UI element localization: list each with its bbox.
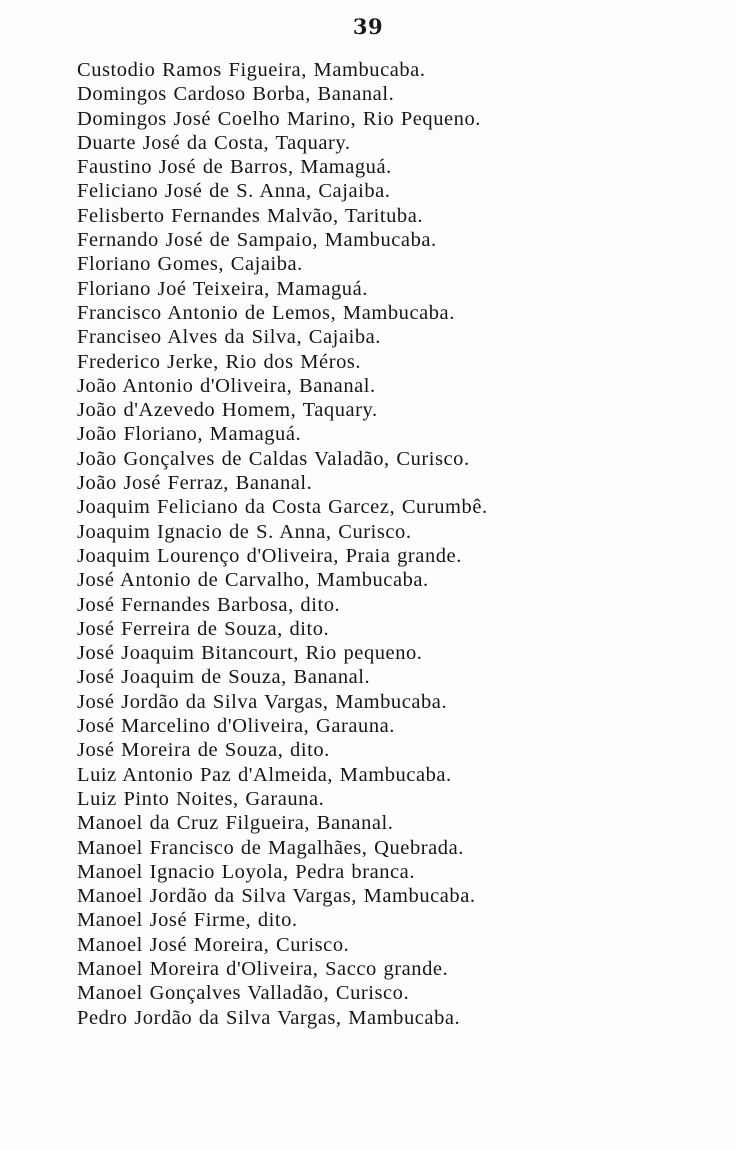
list-item: Joaquim Lourenço d'Oliveira, Praia grande. — [77, 544, 462, 567]
list-item: José Moreira de Souza, dito. — [77, 739, 330, 762]
list-item: Manoel da Cruz Filgueira, Bananal. — [77, 812, 394, 835]
list-item: Franciseo Alves da Silva, Cajaiba. — [77, 326, 381, 349]
list-item: João José Ferraz, Bananal. — [77, 472, 313, 495]
list-item: João Floriano, Mamaguá. — [77, 423, 302, 446]
list-item: Manoel Francisco de Magalhães, Quebrada. — [77, 836, 464, 859]
list-item: José Fernandes Barbosa, dito. — [77, 593, 341, 616]
list-item: Manoel Jordão da Silva Vargas, Mambucaba. — [77, 885, 476, 908]
list-item: Manoel Ignacio Loyola, Pedra branca. — [77, 860, 416, 883]
list-item: José Marcelino d'Oliveira, Garauna. — [77, 715, 395, 738]
list-item: Manoel José Moreira, Curisco. — [77, 933, 350, 956]
list-item: Manoel José Firme, dito. — [77, 909, 298, 932]
list-item: Luiz Antonio Paz d'Almeida, Mambucaba. — [77, 763, 452, 786]
list-item: Felisberto Fernandes Malvão, Tarituba. — [77, 204, 424, 227]
list-item: Custodio Ramos Figueira, Mambucaba. — [77, 59, 426, 81]
list-item: Francisco Antonio de Lemos, Mambucaba. — [77, 301, 455, 324]
name-list — [77, 58, 727, 1030]
list-item: Frederico Jerke, Rio dos Méros. — [77, 350, 362, 373]
list-item: José Joaquim Bitancourt, Rio pequeno. — [77, 642, 423, 665]
list-item: José Joaquim de Souza, Bananal. — [77, 666, 371, 689]
list-item: Feliciano José de S. Anna, Cajaiba. — [77, 180, 391, 203]
list-item: Luiz Pinto Noites, Garauna. — [77, 787, 325, 810]
list-item: João d'Azevedo Homem, Taquary. — [77, 399, 378, 422]
list-item: Pedro Jordão da Silva Vargas, Mambucaba. — [77, 1006, 461, 1029]
list-item: João Gonçalves de Caldas Valadão, Curisco. — [77, 447, 470, 470]
list-item: Manoel Moreira d'Oliveira, Sacco grande. — [77, 957, 449, 980]
list-item: Joaquim Feliciano da Costa Garcez, Curumbê. — [77, 496, 488, 519]
list-item: José Jordão da Silva Vargas, Mambucaba. — [77, 690, 448, 713]
list-item: Floriano Gomes, Cajaiba. — [77, 253, 303, 276]
list-item: José Ferreira de Souza, dito. — [77, 617, 330, 640]
list-item: Duarte José da Costa, Taquary. — [77, 131, 351, 154]
list-item: Joaquim Ignacio de S. Anna, Curisco. — [77, 520, 412, 543]
list-item: Floriano Joé Teixeira, Mamaguá. — [77, 277, 368, 300]
list-item: Faustino José de Barros, Mamaguá. — [77, 156, 392, 179]
list-item: Fernando José de Sampaio, Mambucaba. — [77, 229, 437, 252]
list-item: Manoel Gonçalves Valladão, Curisco. — [77, 982, 410, 1005]
list-item: José Antonio de Carvalho, Mambucaba. — [77, 569, 429, 592]
list-item: João Antonio d'Oliveira, Bananal. — [77, 374, 376, 397]
list-item: Domingos José Coelho Marino, Rio Pequeno. — [77, 107, 481, 130]
list-item: Domingos Cardoso Borba, Bananal. — [77, 83, 395, 106]
page-number: 39 — [352, 14, 384, 39]
